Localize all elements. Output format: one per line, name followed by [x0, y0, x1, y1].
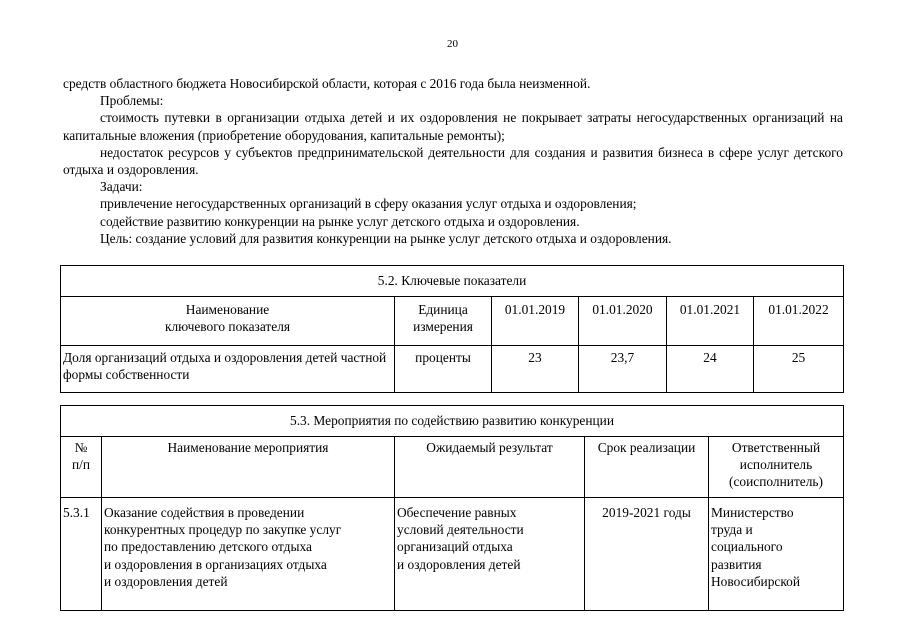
header-cell-expected-result: Ожидаемый результат — [395, 437, 585, 498]
body-text — [63, 75, 843, 247]
header-cell-unit: Единица измерения — [395, 297, 492, 346]
page-number: 20 — [447, 38, 458, 50]
cell-responsible: Министерство труда и социального развития Новосибирской — [709, 498, 844, 611]
cell-indicator-name: Доля организаций отдыха и оздоровления детей частной формы собственности — [61, 346, 395, 393]
cell-unit: проценты — [395, 346, 492, 393]
paragraph: содействие развитию конкуренции на рынке услуг детского отдыха и оздоровления. — [100, 213, 580, 229]
cell-value-2021: 24 — [667, 346, 754, 393]
header-cell-indicator-name: Наименование ключевого показателя — [61, 297, 395, 346]
key-indicators-table — [60, 265, 844, 393]
cell-value-2020: 23,7 — [579, 346, 667, 393]
cell-value-2019: 23 — [492, 346, 579, 393]
cell-number: 5.3.1 — [61, 498, 102, 611]
header-cell-2022: 01.01.2022 — [754, 297, 844, 346]
paragraph: привлечение негосударственных организаций в сферу оказания услуг отдыха и оздоровления; — [100, 196, 637, 212]
table-header-row — [61, 437, 844, 498]
header-cell-term: Срок реализации — [585, 437, 709, 498]
table-row — [61, 346, 844, 393]
header-cell-responsible: Ответственный исполнитель (соисполнитель) — [709, 437, 844, 498]
table-row — [61, 498, 844, 611]
cell-term: 2019-2021 годы — [585, 498, 709, 611]
paragraph: Проблемы: — [100, 93, 164, 109]
table-caption-row — [61, 266, 844, 297]
header-cell-measure-name: Наименование мероприятия — [102, 437, 395, 498]
cell-expected-result: Обеспечение равных условий деятельности организаций отдыха и оздоровления детей — [395, 498, 585, 611]
table-caption: 5.2. Ключевые показатели — [61, 266, 844, 297]
paragraph: недостаток ресурсов у субъектов предпринимательской деятельности для создания и развития бизнеса в сфере услуг детского отдыха и оздоровления. — [63, 144, 843, 178]
table-caption: 5.3. Мероприятия по содействию развитию конкуренции — [61, 406, 844, 437]
paragraph: стоимость путевки в организации отдыха детей и их оздоровления не покрывает затраты негосударственных организаций на капитальные вложения (приобретение оборудования, капитальные ремонты); — [63, 110, 843, 143]
cell-measure-name: Оказание содействия в проведении конкурентных процедур по закупке услуг по предоставлению детского отдыха и оздоровления в организациях отдыха и оздоровления детей — [102, 498, 395, 611]
competition-measures-table — [60, 405, 844, 611]
table-caption-row — [61, 406, 844, 437]
table-header-row — [61, 297, 844, 346]
paragraph: Цель: создание условий для развития конкуренции на рынке услуг детского отдыха и оздоровления. — [100, 230, 672, 246]
header-cell-2019: 01.01.2019 — [492, 297, 579, 346]
cell-value-2022: 25 — [754, 346, 844, 393]
header-cell-2021: 01.01.2021 — [667, 297, 754, 346]
header-cell-number: № п/п — [61, 437, 102, 498]
header-cell-2020: 01.01.2020 — [579, 297, 667, 346]
paragraph: средств областного бюджета Новосибирской области, которая с 2016 года была неизменной. — [63, 76, 591, 91]
paragraph: Задачи: — [100, 179, 143, 195]
